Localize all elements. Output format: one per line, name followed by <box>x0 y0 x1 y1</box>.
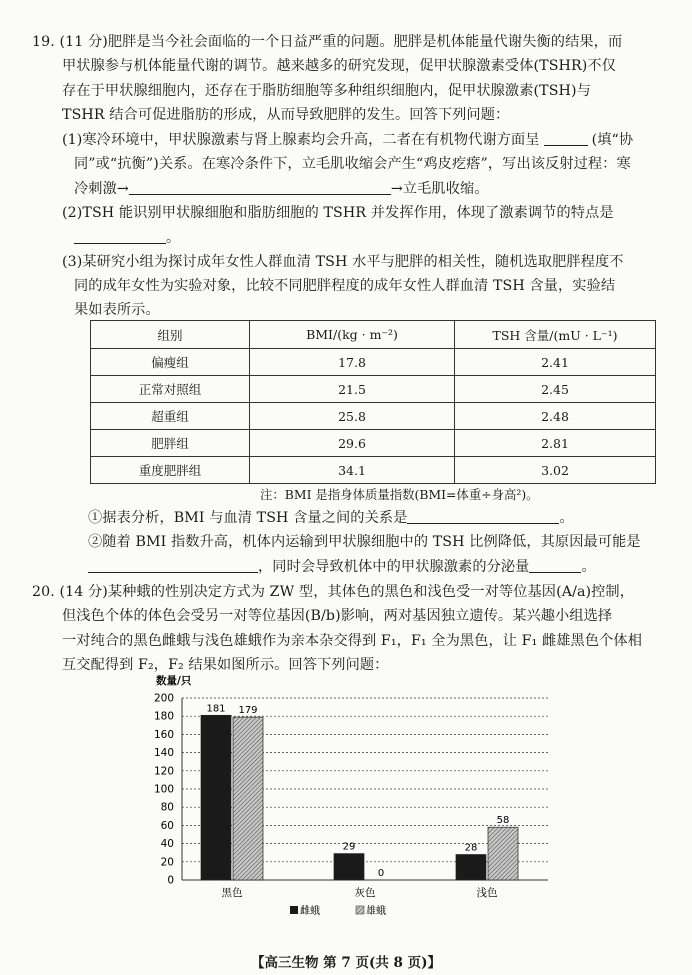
y-tick-label: 80 <box>160 801 174 814</box>
period: 。 <box>559 510 574 526</box>
period: 。 <box>581 559 596 575</box>
q19-part3-line1: (3)某研究小组为探讨成年女性人群血清 TSH 水平与肥胖的相关性，随机选取肥胖程度不 <box>62 254 624 270</box>
q19-sub1 <box>88 506 574 531</box>
table-row <box>91 430 656 457</box>
legend <box>290 904 386 917</box>
answer-blank[interactable] <box>544 130 588 146</box>
y-tick-label: 60 <box>160 819 174 832</box>
q19-part2-line1: (2)TSH 能识别甲状腺细胞和脂肪细胞的 TSHR 并发挥作用，体现了激素调节的特点是 <box>62 205 614 221</box>
q19-sub2-line1: ②随着 BMI 指数升高，机体内运输到甲状腺细胞中的 TSH 比例降低，其原因最可能是 <box>88 534 641 550</box>
x-axis-categories <box>222 886 498 899</box>
y-tick-label: 200 <box>153 692 174 705</box>
table-header: TSH 含量/(mU · L⁻¹) <box>455 321 656 349</box>
q19-part1-text: (1)寒冷环境中，甲状腺激素与肾上腺素均会升高，二者在有机物代谢方面呈 <box>62 132 540 148</box>
x-category-label: 黑色 <box>221 887 243 899</box>
table-header: BMI/(kg · m⁻²) <box>250 321 455 349</box>
bar-female-2 <box>456 855 486 880</box>
bar-value-label: 58 <box>496 815 510 827</box>
table-cell: 2.48 <box>455 403 656 430</box>
y-tick-label: 120 <box>153 765 174 778</box>
table-cell: 2.81 <box>455 430 656 457</box>
table-cell: 重度肥胖组 <box>91 457 250 484</box>
table-row <box>91 403 656 430</box>
sub1-text: ①据表分析，BMI 与血清 TSH 含量之间的关系是 <box>88 510 408 526</box>
table-row <box>91 376 656 403</box>
table-header: 组别 <box>91 321 250 349</box>
bars <box>201 715 518 880</box>
legend-swatch-male <box>356 906 364 914</box>
reflex-start: 冷刺激→ <box>74 181 129 197</box>
q20-line1: 20. (14 分)某种蛾的性别决定方式为 ZW 型，其体色的黑色和浅色受一对等位基因(A/a)控制， <box>32 584 635 600</box>
q19-intro-line3: 存在于甲状腺细胞内，还存在于脂肪细胞等多种组织细胞内，促甲状腺激素(TSH)与 <box>62 83 591 99</box>
q19-part3-line3: 果如表所示。 <box>74 302 160 318</box>
table-cell: 17.8 <box>250 349 455 376</box>
q20-line4: 互交配得到 F₂，F₂ 结果如图所示。回答下列问题： <box>62 657 389 673</box>
y-tick-label: 100 <box>153 783 174 796</box>
y-tick-label: 160 <box>153 728 174 741</box>
table-cell: 偏瘦组 <box>91 349 250 376</box>
table-row <box>91 349 656 376</box>
q20-line2: 但浅色个体的体色会受另一对等位基因(B/b)影响，两对基因独立遗传。某兴趣小组选择 <box>62 608 613 624</box>
tsh-bmi-table <box>90 320 656 484</box>
q19-intro-line1: 19. (11 分)肥胖是当今社会面临的一个日益严重的问题。肥胖是机体能量代谢失衡的结果，而 <box>32 34 623 50</box>
x-category-label: 浅色 <box>476 887 498 899</box>
table-cell: 25.8 <box>250 403 455 430</box>
answer-blank[interactable] <box>88 557 258 573</box>
bar-female-0 <box>201 715 231 880</box>
bar-value-label: 181 <box>206 703 226 715</box>
legend-label-female: 雌蛾 <box>300 906 320 917</box>
table-cell: 2.41 <box>455 349 656 376</box>
table-row <box>91 457 656 484</box>
table-cell: 29.6 <box>250 430 455 457</box>
table-cell: 正常对照组 <box>91 376 250 403</box>
table-cell: 3.02 <box>455 457 656 484</box>
legend-swatch-female <box>290 906 298 914</box>
table-cell: 34.1 <box>250 457 455 484</box>
bar-value-label: 179 <box>238 705 258 717</box>
y-axis-label: 数量/只 <box>156 675 192 687</box>
bar-value-label: 0 <box>377 868 385 879</box>
table-header-row <box>91 321 656 349</box>
legend-label-male: 雄蛾 <box>366 906 386 917</box>
y-tick-label: 40 <box>160 838 174 851</box>
q19-part1-line2: 同”或“抗衡”)关系。在寒冷条件下，立毛肌收缩会产生“鸡皮疙瘩”，写出该反射过程：寒 <box>74 156 631 172</box>
answer-blank[interactable] <box>529 557 581 573</box>
page-footer: 【高三生物 第 7 页(共 8 页)】 <box>250 955 442 971</box>
q19-intro-line2: 甲状腺参与机体能量代谢的调节。越来越多的研究发现，促甲状腺激素受体(TSHR)不仅 <box>62 58 616 74</box>
x-category-label: 灰色 <box>354 887 376 899</box>
sub2-text: ，同时会导致机体中的甲状腺激素的分泌量 <box>258 559 530 575</box>
y-tick-label: 140 <box>153 747 174 760</box>
y-tick-label: 20 <box>160 856 174 869</box>
table-cell: 2.45 <box>455 376 656 403</box>
bar-female-1 <box>334 854 364 880</box>
bar-value-label: 29 <box>342 841 356 853</box>
f2-bar-chart <box>0 672 692 932</box>
bar-male-0 <box>233 717 263 880</box>
q19-part1-line3 <box>74 177 489 202</box>
q19-intro-line4: TSHR 结合可促进脂肪的形成，从而导致肥胖的发生。回答下列问题： <box>62 107 510 123</box>
table-cell: 肥胖组 <box>91 430 250 457</box>
q19-sub2-line2 <box>88 555 596 580</box>
table-cell: 21.5 <box>250 376 455 403</box>
table-note: 注：BMI 是指身体质量指数(BMI=体重÷身高²)。 <box>260 487 539 502</box>
answer-blank[interactable] <box>129 179 391 195</box>
answer-blank[interactable] <box>74 228 166 244</box>
q19-part2-line2 <box>74 226 180 251</box>
q19-part1-hint: (填“协 <box>591 132 634 148</box>
y-axis-ticks <box>154 693 174 887</box>
bar-male-2 <box>488 827 518 880</box>
bar-value-label: 28 <box>464 842 478 854</box>
reflex-end: →立毛肌收缩。 <box>390 181 489 197</box>
q20-line3: 一对纯合的黑色雌蛾与浅色雄蛾作为亲本杂交得到 F₁，F₁ 全为黑色，让 F₁ 雌雄黑色个体相 <box>62 633 642 649</box>
y-tick-label: 180 <box>153 710 174 723</box>
period: 。 <box>166 230 181 246</box>
q19-part3-line2: 同的成年女性为实验对象，比较不同肥胖程度的成年女性人群血清 TSH 含量，实验结 <box>74 278 616 294</box>
y-tick-label: 0 <box>167 874 174 887</box>
q19-part1-line1 <box>62 128 633 153</box>
table-cell: 超重组 <box>91 403 250 430</box>
answer-blank[interactable] <box>407 508 559 524</box>
